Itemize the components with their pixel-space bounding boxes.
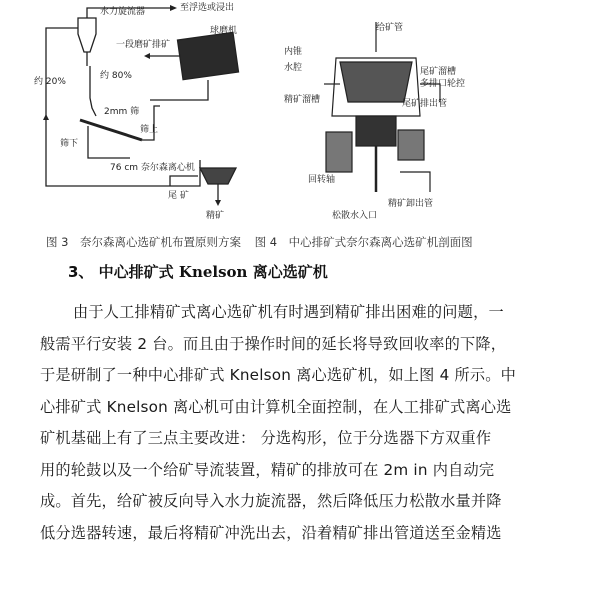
body-line: 用的轮鼓以及一个给矿导流装置，精矿的排放可在 2m in 内自动完 [40,460,495,479]
fig3-label-concentrate: 精矿 [206,211,225,221]
fig4-label-rotating-shaft: 回转轴 [308,175,336,185]
screen-shape [80,120,142,140]
body-paragraph [40,297,580,549]
fig4-label-tail-discharge: 尾矿排出管 [402,99,448,109]
cyclone-shape [78,18,96,52]
figure-4-cross-section [280,22,466,227]
fig4-label-conc-discharge: 精矿卸出管 [388,199,434,209]
fig3-label-screen: 2mm 筛 [104,107,140,117]
fig3-label-oversize: 筛上 [140,125,159,135]
body-line: 于是研制了一种中心排矿式 Knelson 离心选矿机，如上图 4 所示。中 [40,366,517,384]
body-line: 成。首先，给矿被反向导入水力旋流器，然后降低压力松散水量并降 [40,492,502,510]
fig4-label-fluid-water-inlet: 松散水入口 [332,211,378,221]
figure-3-flowsheet [30,0,270,228]
centrifuge-shape [200,168,236,184]
body-line: 般需平行安装 2 台。而且由于操作时间的延长将导致回收率的下降， [40,334,507,353]
body-line: 矿机基础上有了三点主要改进： 分选构形，位于分选器下方双重作 [40,429,492,447]
fig4-label-multi-port-valve: 多排口轮控 [420,79,466,89]
body-line: 由于人工排精矿式离心选矿机有时遇到精矿排出困难的问题，一 [73,303,504,321]
section-number: 3、 [68,263,94,281]
fig4-label-water-chamber: 水腔 [284,63,303,73]
fig4-label-tail-launder: 尾矿溜槽 [420,67,457,77]
body-line: 低分选器转速，最后将精矿冲洗出去，沿着精矿排出管道送至金精选 [40,523,502,542]
fig3-label-to-flotation: 至浮选或浸出 [180,3,235,13]
section-title-cn-b: 离心选矿机 [252,263,328,281]
figure-captions [46,234,586,250]
section-heading [68,261,328,282]
drive-block [356,116,396,146]
fig3-label-pct20: 约 20% [34,77,66,87]
body-line: 心排矿式 Knelson 离心机可由计算机全面控制，在人工排矿式离心选 [40,397,512,416]
section-title-cn-a: 中心排矿式 [98,263,174,281]
section-title-en: Knelson [178,263,248,281]
figure-3-caption: 图 3 奈尔森离心选矿机布置原则方案 [46,235,241,249]
ball-mill-shape [177,32,238,79]
fig3-label-ball-mill: 球磨机 [210,26,238,36]
fig4-label-feed-pipe: 给矿管 [376,23,404,33]
fig3-label-tailings: 尾 矿 [168,191,189,201]
fig3-label-grinding-discharge: 一段磨矿排矿 [116,40,171,50]
bowl-shape [340,62,412,102]
figures-area [0,0,600,232]
fig3-label-pct80: 约 80% [100,71,132,81]
fig3-label-undersize: 筛下 [60,139,79,149]
fig3-label-knelson: 76 cm 奈尔森离心机 [110,163,195,173]
fig4-label-conc-launder: 精矿溜槽 [284,95,321,105]
fig3-label-cyclone: 水力旋流器 [100,7,146,17]
fig4-label-inner-cone: 内锥 [284,47,303,57]
figure-4-caption: 图 4 中心排矿式奈尔森离心选矿机剖面图 [254,235,473,249]
